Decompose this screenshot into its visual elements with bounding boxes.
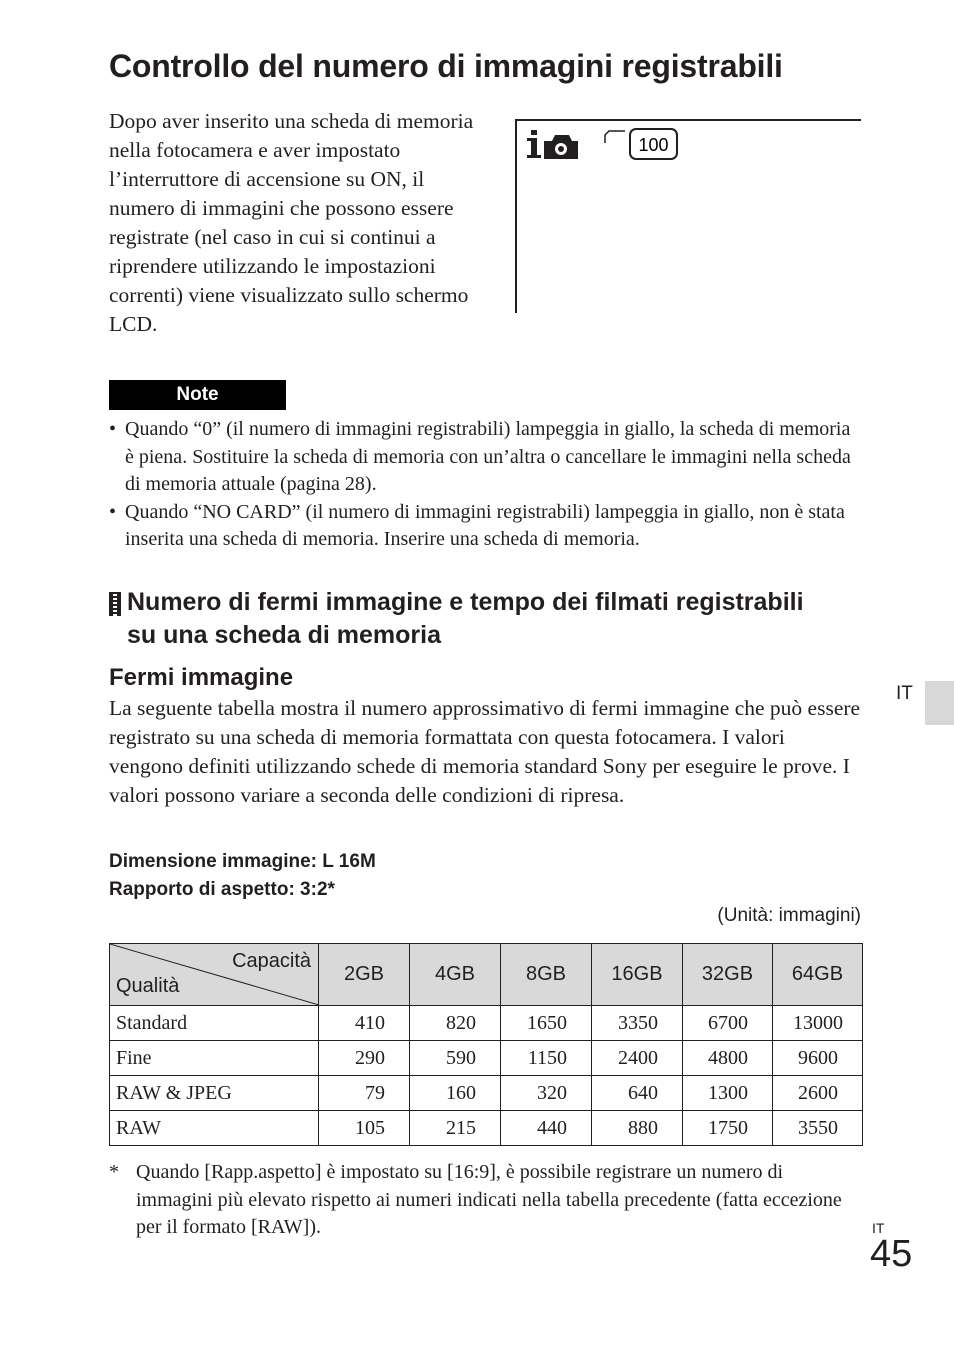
value-cell: 820 (410, 1006, 501, 1041)
quality-cell: Standard (110, 1006, 319, 1041)
section-heading: Numero di fermi immagine e tempo dei filmati registrabili su una scheda di memoria (127, 588, 804, 649)
language-side-tab (925, 681, 954, 725)
value-cell: 79 (319, 1076, 410, 1111)
note-item: • Quando “0” (il numero di immagini registrabili) lampeggia in giallo, la scheda di memoria è piena. Sostituire la scheda di memoria con un’altra o cancellare le immagini nella scheda di memoria attuale (pagina 28). (109, 416, 864, 499)
value-cell: 1300 (683, 1076, 773, 1111)
table-row (110, 1006, 863, 1041)
table-row (110, 1111, 863, 1146)
value-cell: 290 (319, 1041, 410, 1076)
note-item: • Quando “NO CARD” (il numero di immagini registrabili) lampeggia in giallo, non è stata inserita una scheda di memoria. Inserire una scheda di memoria. (109, 499, 864, 554)
value-cell: 9600 (773, 1041, 863, 1076)
column-header: 64GB (773, 944, 863, 1006)
table-row (110, 1076, 863, 1111)
column-header: 4GB (410, 944, 501, 1006)
value-cell: 105 (319, 1111, 410, 1146)
corner-quality-label: Qualità (116, 975, 180, 997)
capacity-table (109, 943, 863, 1146)
value-cell: 320 (501, 1076, 592, 1111)
value-cell: 1750 (683, 1111, 773, 1146)
footnote-text: Quando [Rapp.aspetto] è impostato su [16:9], è possibile registrare un numero di immagini più elevato rispetto ai numeri indicati nella tabella precedente (fatta eccezione per il formato [RAW]). (136, 1161, 842, 1238)
value-cell: 1650 (501, 1006, 592, 1041)
value-cell: 160 (410, 1076, 501, 1111)
value-cell: 3550 (773, 1111, 863, 1146)
footer-language-label: IT (872, 1220, 885, 1236)
section-marker-icon (109, 592, 121, 616)
quality-cell: Fine (110, 1041, 319, 1076)
table-caption-aspect-ratio: Rapporto di aspetto: 3:2* (109, 879, 335, 900)
table-unit: (Unità: immagini) (717, 905, 861, 926)
value-cell: 410 (319, 1006, 410, 1041)
table-header-row (110, 944, 863, 1006)
lcd-image-count: 100 (638, 135, 669, 155)
value-cell: 3350 (592, 1006, 683, 1041)
language-side-label: IT (896, 683, 913, 704)
value-cell: 4800 (683, 1041, 773, 1076)
intelligent-auto-camera-icon (527, 130, 578, 159)
quality-cell: RAW (110, 1111, 319, 1146)
intro-paragraph: Dopo aver inserito una scheda di memoria nella fotocamera e aver impostato l’interruttore di accensione su ON, il numero di immagini che possono essere registrate (nel caso in cui si continui a riprendere utilizzando le impostazioni correnti) viene visualizzato sullo schermo LCD. (109, 109, 474, 336)
table-caption-image-size: Dimensione immagine: L 16M (109, 851, 376, 872)
value-cell: 640 (592, 1076, 683, 1111)
lcd-screen-illustration (515, 119, 861, 313)
page-number: 45 (870, 1233, 913, 1275)
footnote-marker: * (109, 1161, 119, 1183)
value-cell: 13000 (773, 1006, 863, 1041)
quality-cell: RAW & JPEG (110, 1076, 319, 1111)
footnote (109, 1159, 859, 1242)
body-paragraph: La seguente tabella mostra il numero approssimativo di fermi immagine che può essere registrato su una scheda di memoria formattata con questa fotocamera. I valori vengono definiti utilizzando schede di memoria standard Sony per eseguire le prove. I valori possono variare a seconda delle condizioni di ripresa. (109, 696, 861, 807)
note-label: Note (109, 380, 286, 410)
column-header: 2GB (319, 944, 410, 1006)
subsection-heading: Fermi immagine (109, 664, 294, 691)
table-corner-cell (110, 944, 319, 1006)
corner-capacity-label: Capacità (232, 950, 311, 972)
value-cell: 2600 (773, 1076, 863, 1111)
column-header: 16GB (592, 944, 683, 1006)
value-cell: 440 (501, 1111, 592, 1146)
column-header: 8GB (501, 944, 592, 1006)
page-title: Controllo del numero di immagini registrabili (109, 48, 783, 84)
note-list (109, 416, 864, 554)
table-row (110, 1041, 863, 1076)
value-cell: 2400 (592, 1041, 683, 1076)
column-header: 32GB (683, 944, 773, 1006)
value-cell: 590 (410, 1041, 501, 1076)
value-cell: 1150 (501, 1041, 592, 1076)
value-cell: 6700 (683, 1006, 773, 1041)
value-cell: 215 (410, 1111, 501, 1146)
value-cell: 880 (592, 1111, 683, 1146)
